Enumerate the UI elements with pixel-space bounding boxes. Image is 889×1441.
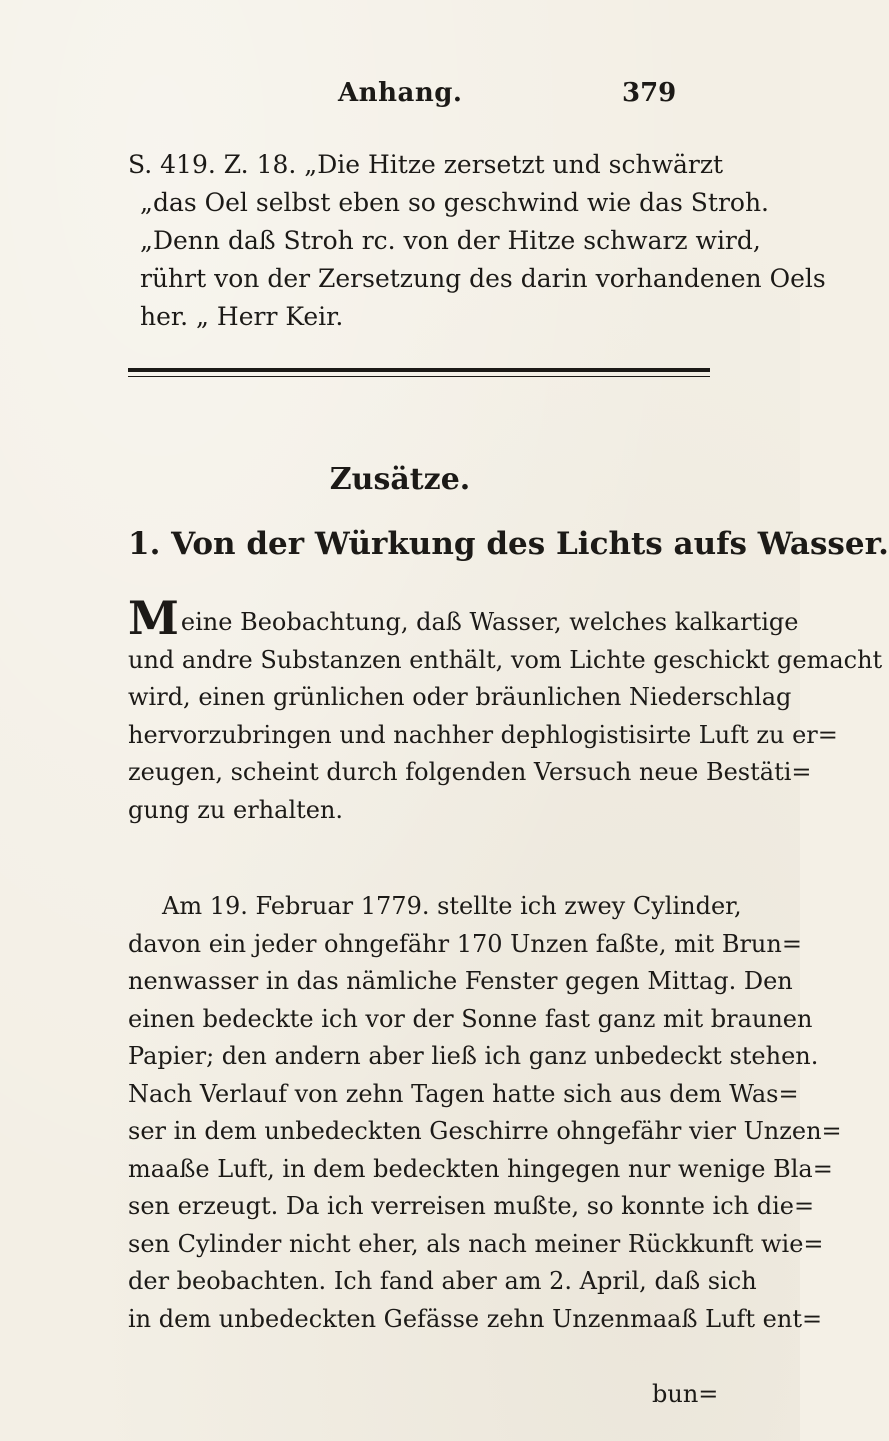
divider-rule-thin: [128, 376, 710, 377]
page-header: [0, 78, 800, 114]
paragraph-2: [128, 888, 842, 1338]
paragraph-line: [128, 591, 799, 645]
drop-cap: M: [128, 591, 179, 645]
quote-line: S. 419. Z. 18. „Die Hitze zersetzt und schwärzt: [128, 150, 724, 179]
quote-line: „Denn daß Stroh rc. von der Hitze schwarz wird,: [140, 226, 761, 255]
subsection-title: 1. Von der Würkung des Lichts aufs Wasser.: [128, 526, 889, 562]
paragraph-line: einen bedeckte ich vor der Sonne fast ganz mit braunen: [128, 1004, 813, 1033]
quote-line: her. „ Herr Keir.: [140, 302, 344, 331]
paragraph-line-text: eine Beobachtung, daß Wasser, welches kalkartige: [180, 608, 799, 636]
catchword: bun=: [652, 1380, 719, 1408]
quote-line: „das Oel selbst eben so geschwind wie das Stroh.: [140, 188, 770, 217]
paragraph-line: hervorzubringen und nachher dephlogistisirte Luft zu er=: [128, 720, 838, 749]
paragraph-line: zeugen, scheint durch folgenden Versuch neue Bestäti=: [128, 758, 812, 786]
paragraph-line: ser in dem unbedeckten Geschirre ohngefähr vier Unzen=: [128, 1117, 842, 1145]
paragraph-line: wird, einen grünlichen oder bräunlichen Niederschlag: [128, 683, 792, 711]
page-number: 379: [622, 78, 677, 108]
paragraph-line: der beobachten. Ich fand aber am 2. April, daß sich: [128, 1267, 757, 1295]
quote-block: [128, 146, 826, 336]
paragraph-line: Am 19. Februar 1779. stellte ich zwey Cylinder,: [162, 892, 742, 920]
paragraph-line: sen Cylinder nicht eher, als nach meiner Rückkunft wie=: [128, 1229, 824, 1258]
section-title: Zusätze.: [329, 462, 471, 497]
quote-line: rührt von der Zersetzung des darin vorhandenen Oels: [140, 264, 826, 293]
paragraph-line: Nach Verlauf von zehn Tagen hatte sich aus dem Was=: [128, 1079, 799, 1108]
paragraph-line: maaße Luft, in dem bedeckten hingegen nur wenige Bla=: [128, 1154, 833, 1183]
paragraph-line: Papier; den andern aber ließ ich ganz unbedeckt stehen.: [128, 1042, 819, 1070]
paragraph-line: davon ein jeder ohngefähr 170 Unzen faßte, mit Brun=: [128, 929, 802, 958]
paragraph-line: gung zu erhalten.: [128, 795, 344, 824]
paragraph-line: sen erzeugt. Da ich verreisen mußte, so konnte ich die=: [128, 1192, 815, 1220]
paragraph-line: und andre Substanzen enthält, vom Lichte geschickt gemacht: [128, 645, 883, 674]
paragraph-line: nenwasser in das nämliche Fenster gegen Mittag. Den: [128, 967, 793, 995]
paragraph-line: in dem unbedeckten Gefässe zehn Unzenmaaß Luft ent=: [128, 1304, 823, 1333]
divider-rule: [128, 368, 710, 372]
paragraph-1: [128, 591, 883, 829]
running-head: Anhang.: [338, 78, 463, 108]
